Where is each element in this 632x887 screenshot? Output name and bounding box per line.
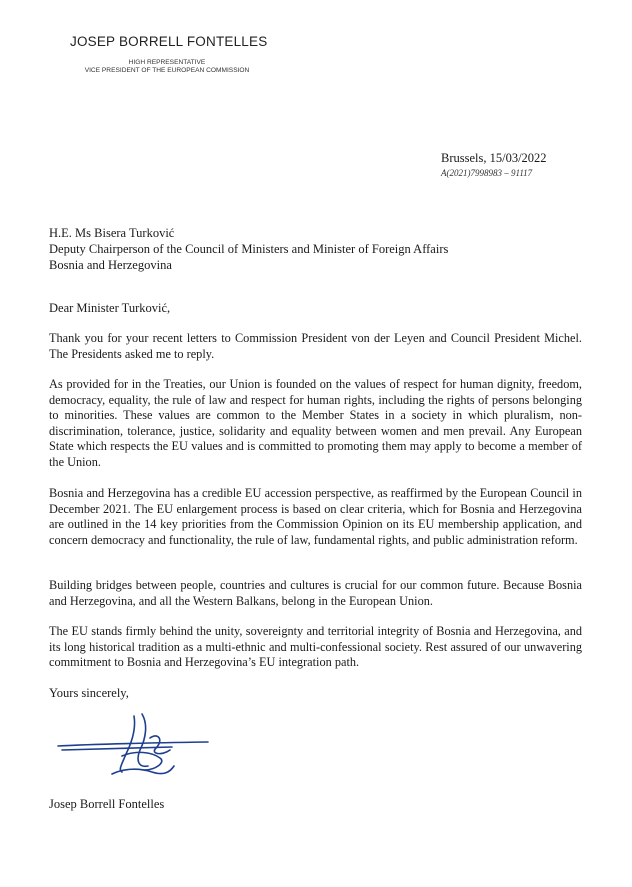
signature-strokes — [58, 714, 208, 774]
closing: Yours sincerely, — [49, 686, 129, 700]
reference-number: A(2021)7998983 – 91117 — [441, 168, 533, 178]
paragraph-4: Building bridges between people, countries and cultures is crucial for our common future. Because Bosnia and Herzegovina, and all the Western Balkans, belong in the European Union. — [49, 578, 582, 608]
signature-drawing — [52, 710, 222, 788]
letterhead-title-line1: HIGH REPRESENTATIVE — [128, 59, 206, 66]
recipient-name: H.E. Ms Bisera Turković — [49, 226, 175, 240]
signature-stroke-5 — [122, 752, 162, 770]
letterhead-name: JOSEP BORRELL FONTELLES — [70, 34, 268, 49]
signature-stroke-1 — [58, 742, 208, 746]
signer-name: Josep Borrell Fontelles — [49, 797, 165, 811]
paragraph-3: Bosnia and Herzegovina has a credible EU accession perspective, as reaffirmed by the European Council in December 2021. The EU enlargement process is based on clear criteria, which for Bosnia and Herzegovina are outlined in the 14 key priorities from the Commission Opinion on its EU membership application, and concern democracy and functionality, the rule of law, fundamental rights, and public administration reform. — [49, 486, 582, 547]
paragraph-1: Thank you for your recent letters to Commission President von der Leyen and Council President Michel. The Presidents asked me to reply. — [49, 331, 582, 361]
recipient-position: Deputy Chairperson of the Council of Ministers and Minister of Foreign Affairs — [49, 242, 449, 256]
salutation: Dear Minister Turković, — [49, 301, 171, 315]
handwritten-signature — [52, 710, 222, 793]
paragraph-5: The EU stands firmly behind the unity, sovereignty and territorial integrity of Bosnia and Herzegovina, and its long historical tradition as a multi-ethnic and multi-confessional society. Rest assured of our unwavering commitment to Bosnia and Herzegovina’s EU integration path. — [49, 624, 582, 670]
signature-stroke-4 — [138, 714, 148, 766]
recipient-country: Bosnia and Herzegovina — [49, 258, 172, 272]
recipient-address — [49, 225, 448, 273]
paragraph-2: As provided for in the Treaties, our Union is founded on the values of respect for human dignity, freedom, democracy, equality, the rule of law and respect for human rights, including the rights of persons belonging to minorities. These values are common to the Member States in a society in which pluralism, non-discrimination, tolerance, justice, solidarity and equality between women and men prevail. Any European State which respects the EU values and is committed to promoting them may apply to become a member of the Union. — [49, 377, 582, 469]
signature-stroke-6 — [150, 736, 170, 754]
letter-date: Brussels, 15/03/2022 — [441, 151, 547, 165]
letterhead-title-line2: VICE PRESIDENT OF THE EUROPEAN COMMISSION — [84, 67, 250, 74]
